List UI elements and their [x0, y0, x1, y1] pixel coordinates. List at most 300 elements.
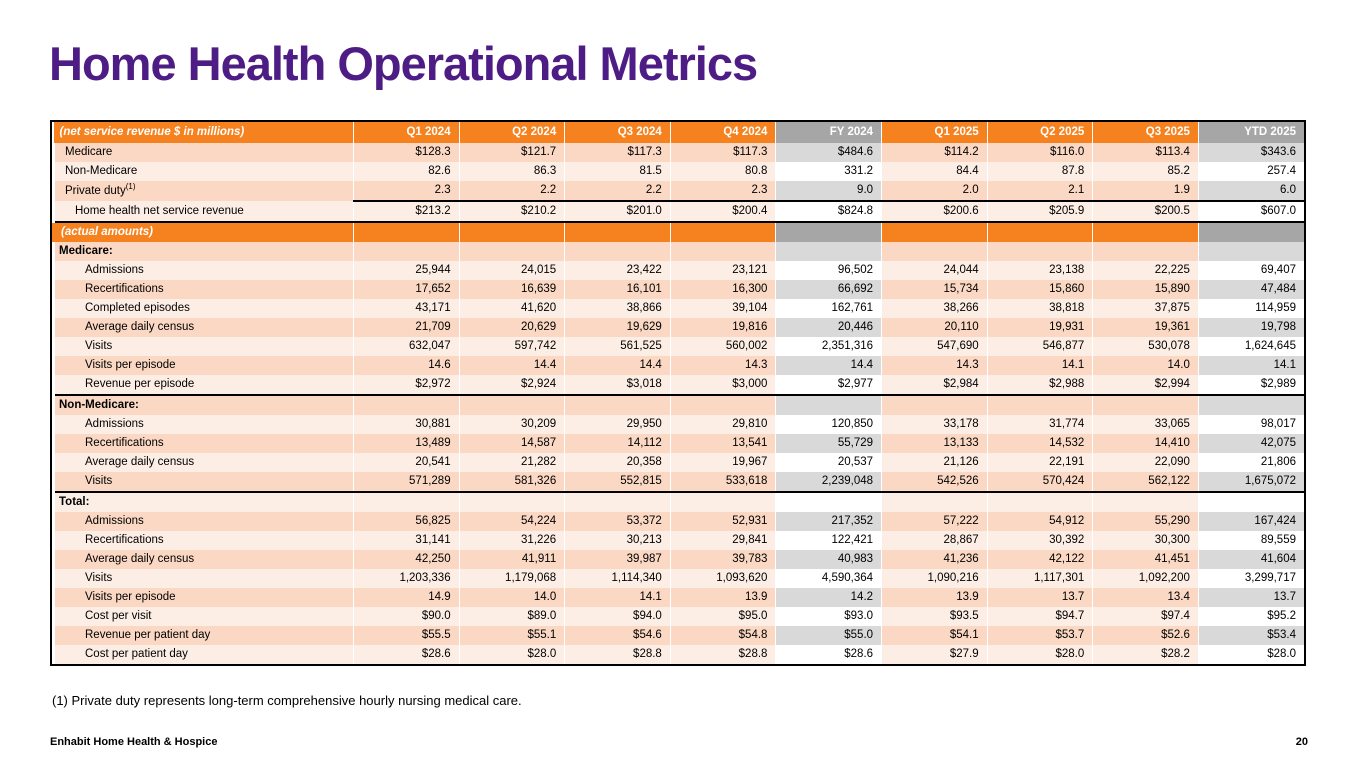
metric-value-cell: 13.7: [987, 588, 1093, 607]
metric-value-cell: $128.3: [354, 143, 460, 162]
row-label-text: Visits per episode: [85, 591, 176, 604]
metric-value-cell: 41,911: [459, 550, 565, 569]
metric-value-cell: 581,326: [459, 472, 565, 492]
table-row: [54, 569, 1305, 588]
metric-value-cell: 331.2: [776, 162, 882, 181]
metric-value-cell: 38,866: [565, 299, 671, 318]
row-label: [54, 162, 354, 181]
metric-value-cell: 25,944: [354, 261, 460, 280]
column-header: FY 2024: [776, 122, 882, 143]
metric-value-cell: 38,266: [882, 299, 988, 318]
row-label-text: Cost per visit: [85, 610, 152, 623]
metric-value-cell: 54,224: [459, 512, 565, 531]
table-row: [54, 375, 1305, 395]
metric-value-cell: 217,352: [776, 512, 882, 531]
metric-value-cell: 2.3: [670, 181, 776, 201]
metric-value-cell: 546,877: [987, 337, 1093, 356]
metric-value-cell: 33,178: [882, 415, 988, 434]
metric-value-cell: $54.6: [565, 626, 671, 645]
row-label: [54, 512, 354, 531]
metric-value-cell: [459, 222, 565, 242]
metric-value-cell: 41,604: [1198, 550, 1304, 569]
metric-value-cell: 562,122: [1093, 472, 1199, 492]
metric-value-cell: $28.0: [459, 645, 565, 664]
metric-value-cell: 22,225: [1093, 261, 1199, 280]
metric-value-cell: [354, 242, 460, 261]
row-label-text: Revenue per episode: [85, 378, 195, 391]
metric-value-cell: 19,361: [1093, 318, 1199, 337]
table-row: [54, 356, 1305, 375]
metric-value-cell: 1,114,340: [565, 569, 671, 588]
metric-value-cell: 24,015: [459, 261, 565, 280]
metric-value-cell: $2,994: [1093, 375, 1199, 395]
metric-value-cell: 19,629: [565, 318, 671, 337]
metric-value-cell: 533,618: [670, 472, 776, 492]
metric-value-cell: [565, 395, 671, 415]
metric-value-cell: $607.0: [1198, 201, 1304, 222]
column-header: Q3 2024: [565, 122, 671, 143]
footnote: (1) Private duty represents long-term comprehensive hourly nursing medical care.: [52, 693, 522, 708]
metric-value-cell: $89.0: [459, 607, 565, 626]
table-row: [54, 280, 1305, 299]
metric-value-cell: 17,652: [354, 280, 460, 299]
table-row: [54, 201, 1305, 222]
metric-value-cell: 86.3: [459, 162, 565, 181]
metric-value-cell: 31,774: [987, 415, 1093, 434]
metric-value-cell: 14.2: [776, 588, 882, 607]
table-header-label: (net service revenue $ in millions): [54, 122, 354, 143]
metric-value-cell: 257.4: [1198, 162, 1304, 181]
metric-value-cell: 2.3: [354, 181, 460, 201]
metric-value-cell: 530,078: [1093, 337, 1199, 356]
metric-value-cell: 66,692: [776, 280, 882, 299]
metric-value-cell: 43,171: [354, 299, 460, 318]
metric-value-cell: 39,104: [670, 299, 776, 318]
row-label-text: Non-Medicare: [65, 165, 138, 178]
page-number: 20: [1295, 736, 1308, 748]
metric-value-cell: 14.9: [354, 588, 460, 607]
metric-value-cell: $52.6: [1093, 626, 1199, 645]
metric-value-cell: 40,983: [776, 550, 882, 569]
metric-value-cell: 28,867: [882, 531, 988, 550]
metric-value-cell: 632,047: [354, 337, 460, 356]
metric-value-cell: $93.0: [776, 607, 882, 626]
metric-value-cell: 1,117,301: [987, 569, 1093, 588]
metric-value-cell: 14,532: [987, 434, 1093, 453]
table-row: [54, 434, 1305, 453]
metric-value-cell: 20,537: [776, 453, 882, 472]
metric-value-cell: 29,950: [565, 415, 671, 434]
metric-value-cell: 42,075: [1198, 434, 1304, 453]
metric-value-cell: [565, 222, 671, 242]
metric-value-cell: 87.8: [987, 162, 1093, 181]
metric-value-cell: 89,559: [1198, 531, 1304, 550]
metric-value-cell: [776, 242, 882, 261]
metric-value-cell: [1198, 222, 1304, 242]
metric-value-cell: 1,203,336: [354, 569, 460, 588]
table-row: [54, 395, 1305, 415]
metric-value-cell: [882, 395, 988, 415]
metric-value-cell: 571,289: [354, 472, 460, 492]
metric-value-cell: 14.1: [565, 588, 671, 607]
table-row: [54, 261, 1305, 280]
metric-value-cell: $343.6: [1198, 143, 1304, 162]
table-row: [54, 162, 1305, 181]
metric-value-cell: 22,090: [1093, 453, 1199, 472]
metric-value-cell: 15,890: [1093, 280, 1199, 299]
metric-value-cell: $114.2: [882, 143, 988, 162]
metric-value-cell: $28.8: [565, 645, 671, 664]
metric-value-cell: 23,422: [565, 261, 671, 280]
metric-value-cell: $94.7: [987, 607, 1093, 626]
metric-value-cell: 13.7: [1198, 588, 1304, 607]
metric-value-cell: [776, 492, 882, 512]
metric-value-cell: 42,122: [987, 550, 1093, 569]
metric-value-cell: 1,090,216: [882, 569, 988, 588]
metric-value-cell: 597,742: [459, 337, 565, 356]
table-row: [54, 531, 1305, 550]
metric-value-cell: 14,410: [1093, 434, 1199, 453]
row-label-text: Visits: [85, 475, 113, 488]
metric-value-cell: 55,290: [1093, 512, 1199, 531]
row-label-text: Admissions: [85, 264, 144, 277]
metric-value-cell: 13,133: [882, 434, 988, 453]
metric-value-cell: 15,860: [987, 280, 1093, 299]
row-label: [54, 318, 354, 337]
metric-value-cell: $28.0: [1198, 645, 1304, 664]
metric-value-cell: 2.0: [882, 181, 988, 201]
metric-value-cell: 570,424: [987, 472, 1093, 492]
metric-value-cell: 22,191: [987, 453, 1093, 472]
table-row: [54, 318, 1305, 337]
row-label: [54, 356, 354, 375]
metric-value-cell: [776, 395, 882, 415]
metric-value-cell: [987, 492, 1093, 512]
metric-value-cell: $54.1: [882, 626, 988, 645]
metric-value-cell: [670, 492, 776, 512]
row-label-text: Revenue per patient day: [85, 629, 211, 642]
metric-value-cell: 14.3: [882, 356, 988, 375]
metric-value-cell: 1,179,068: [459, 569, 565, 588]
metric-value-cell: 162,761: [776, 299, 882, 318]
metric-value-cell: $55.1: [459, 626, 565, 645]
metric-value-cell: 16,101: [565, 280, 671, 299]
row-label-text: Average daily census: [85, 321, 195, 334]
metric-value-cell: $93.5: [882, 607, 988, 626]
row-label-text: Private duty: [65, 184, 126, 197]
metric-value-cell: 30,300: [1093, 531, 1199, 550]
metric-value-cell: 84.4: [882, 162, 988, 181]
page-title: Home Health Operational Metrics: [49, 37, 758, 90]
metric-value-cell: $201.0: [565, 201, 671, 222]
column-header: Q3 2025: [1093, 122, 1199, 143]
metric-value-cell: 2.2: [565, 181, 671, 201]
metric-value-cell: $54.8: [670, 626, 776, 645]
metric-value-cell: 14.0: [1093, 356, 1199, 375]
metric-value-cell: 2.2: [459, 181, 565, 201]
footer-brand: Enhabit Home Health & Hospice: [50, 736, 218, 748]
row-label-text: (actual amounts): [61, 226, 154, 239]
metric-value-cell: 16,300: [670, 280, 776, 299]
metric-value-cell: $2,977: [776, 375, 882, 395]
metric-value-cell: $2,989: [1198, 375, 1304, 395]
metric-value-cell: 21,709: [354, 318, 460, 337]
metric-value-cell: 69,407: [1198, 261, 1304, 280]
metric-value-cell: 14,112: [565, 434, 671, 453]
footnote-ref: (1): [125, 181, 136, 191]
metric-value-cell: [1093, 242, 1199, 261]
metric-value-cell: 542,526: [882, 472, 988, 492]
row-label: [54, 607, 354, 626]
metric-value-cell: 41,236: [882, 550, 988, 569]
metric-value-cell: $2,984: [882, 375, 988, 395]
metric-value-cell: $95.0: [670, 607, 776, 626]
metric-value-cell: $484.6: [776, 143, 882, 162]
column-header: Q2 2025: [987, 122, 1093, 143]
metric-value-cell: 85.2: [1093, 162, 1199, 181]
row-label: [54, 569, 354, 588]
metric-value-cell: 13.9: [882, 588, 988, 607]
table-header-row: [54, 122, 1305, 143]
column-header: Q1 2025: [882, 122, 988, 143]
metric-value-cell: [987, 395, 1093, 415]
row-label: [54, 453, 354, 472]
metrics-table: [52, 122, 1304, 664]
metric-value-cell: $117.3: [565, 143, 671, 162]
metric-value-cell: 23,138: [987, 261, 1093, 280]
metric-value-cell: 3,299,717: [1198, 569, 1304, 588]
metric-value-cell: $94.0: [565, 607, 671, 626]
metric-value-cell: 14.1: [1198, 356, 1304, 375]
row-label: [54, 242, 354, 261]
metric-value-cell: 55,729: [776, 434, 882, 453]
column-header: YTD 2025: [1198, 122, 1304, 143]
row-label-text: Recertifications: [85, 534, 164, 547]
table-row: [54, 143, 1305, 162]
row-label-text: Recertifications: [85, 437, 164, 450]
metric-value-cell: $200.6: [882, 201, 988, 222]
metric-value-cell: 20,110: [882, 318, 988, 337]
row-label-text: Home health net service revenue: [75, 204, 244, 217]
metric-value-cell: 1.9: [1093, 181, 1199, 201]
metric-value-cell: 57,222: [882, 512, 988, 531]
row-label-text: Average daily census: [85, 553, 195, 566]
metric-value-cell: 19,931: [987, 318, 1093, 337]
metric-value-cell: 14.4: [459, 356, 565, 375]
metric-value-cell: 14.0: [459, 588, 565, 607]
metric-value-cell: $200.4: [670, 201, 776, 222]
metric-value-cell: 30,209: [459, 415, 565, 434]
metric-value-cell: 52,931: [670, 512, 776, 531]
table-row: [54, 181, 1305, 201]
metric-value-cell: [1093, 222, 1199, 242]
metric-value-cell: $2,924: [459, 375, 565, 395]
metric-value-cell: 38,818: [987, 299, 1093, 318]
metric-value-cell: 42,250: [354, 550, 460, 569]
metric-value-cell: [1093, 492, 1199, 512]
metric-value-cell: 82.6: [354, 162, 460, 181]
metric-value-cell: $2,988: [987, 375, 1093, 395]
row-label: [54, 280, 354, 299]
row-label-text: Admissions: [85, 418, 144, 431]
metric-value-cell: $210.2: [459, 201, 565, 222]
row-label: [54, 645, 354, 664]
metric-value-cell: [882, 492, 988, 512]
metrics-table-container: [50, 120, 1306, 666]
metric-value-cell: 14,587: [459, 434, 565, 453]
row-label-text: Cost per patient day: [85, 648, 188, 661]
metric-value-cell: 31,141: [354, 531, 460, 550]
row-label: [54, 472, 354, 492]
row-label: [54, 222, 354, 242]
metric-value-cell: [882, 222, 988, 242]
metric-value-cell: $3,018: [565, 375, 671, 395]
metric-value-cell: 13,541: [670, 434, 776, 453]
metric-value-cell: 39,987: [565, 550, 671, 569]
metric-value-cell: 14.1: [987, 356, 1093, 375]
column-header: Q1 2024: [354, 122, 460, 143]
metric-value-cell: [459, 242, 565, 261]
metric-value-cell: 96,502: [776, 261, 882, 280]
table-row: [54, 645, 1305, 664]
metric-value-cell: 98,017: [1198, 415, 1304, 434]
metric-value-cell: 29,810: [670, 415, 776, 434]
metric-value-cell: 20,358: [565, 453, 671, 472]
metric-value-cell: 41,620: [459, 299, 565, 318]
metric-value-cell: 14.6: [354, 356, 460, 375]
metric-value-cell: 1,093,620: [670, 569, 776, 588]
metric-value-cell: 13.9: [670, 588, 776, 607]
metric-value-cell: 167,424: [1198, 512, 1304, 531]
row-label-text: Recertifications: [85, 283, 164, 296]
table-row: [54, 222, 1305, 242]
metric-value-cell: 31,226: [459, 531, 565, 550]
metric-value-cell: 13.4: [1093, 588, 1199, 607]
metric-value-cell: 1,624,645: [1198, 337, 1304, 356]
metric-value-cell: 20,446: [776, 318, 882, 337]
metric-value-cell: 29,841: [670, 531, 776, 550]
metric-value-cell: [882, 242, 988, 261]
metric-value-cell: $213.2: [354, 201, 460, 222]
metric-value-cell: 54,912: [987, 512, 1093, 531]
table-row: [54, 472, 1305, 492]
metric-value-cell: [670, 222, 776, 242]
metric-value-cell: 120,850: [776, 415, 882, 434]
metric-value-cell: [565, 242, 671, 261]
row-label: [54, 261, 354, 280]
metric-value-cell: [1093, 395, 1199, 415]
metric-value-cell: [354, 222, 460, 242]
metric-value-cell: $27.9: [882, 645, 988, 664]
metric-value-cell: 14.3: [670, 356, 776, 375]
metric-value-cell: $53.4: [1198, 626, 1304, 645]
metric-value-cell: $97.4: [1093, 607, 1199, 626]
metric-value-cell: [354, 395, 460, 415]
metric-value-cell: $55.5: [354, 626, 460, 645]
row-label: [54, 531, 354, 550]
metric-value-cell: [1198, 492, 1304, 512]
metric-value-cell: $200.5: [1093, 201, 1199, 222]
metric-value-cell: 560,002: [670, 337, 776, 356]
metric-value-cell: 30,213: [565, 531, 671, 550]
metric-value-cell: $28.0: [987, 645, 1093, 664]
table-row: [54, 607, 1305, 626]
column-header: Q4 2024: [670, 122, 776, 143]
metric-value-cell: 6.0: [1198, 181, 1304, 201]
table-row: [54, 626, 1305, 645]
metric-value-cell: 1,675,072: [1198, 472, 1304, 492]
metric-value-cell: [776, 222, 882, 242]
metric-value-cell: 30,881: [354, 415, 460, 434]
column-header: Q2 2024: [459, 122, 565, 143]
row-label: [54, 434, 354, 453]
row-label: [54, 492, 354, 512]
metric-value-cell: 19,798: [1198, 318, 1304, 337]
metric-value-cell: $28.6: [776, 645, 882, 664]
metric-value-cell: 547,690: [882, 337, 988, 356]
metric-value-cell: [670, 395, 776, 415]
metric-value-cell: 14.4: [776, 356, 882, 375]
metric-value-cell: [987, 242, 1093, 261]
metric-value-cell: [459, 492, 565, 512]
table-row: [54, 492, 1305, 512]
metric-value-cell: [987, 222, 1093, 242]
row-label-text: Medicare:: [59, 245, 113, 258]
metric-value-cell: 1,092,200: [1093, 569, 1199, 588]
row-label: [54, 201, 354, 222]
metric-value-cell: $28.2: [1093, 645, 1199, 664]
row-label: [54, 415, 354, 434]
row-label-text: Non-Medicare:: [59, 399, 139, 412]
table-row: [54, 550, 1305, 569]
metric-value-cell: 16,639: [459, 280, 565, 299]
table-row: [54, 588, 1305, 607]
metric-value-cell: 80.8: [670, 162, 776, 181]
metric-value-cell: 9.0: [776, 181, 882, 201]
metric-value-cell: 24,044: [882, 261, 988, 280]
metric-value-cell: [670, 242, 776, 261]
metric-value-cell: 19,967: [670, 453, 776, 472]
metric-value-cell: 2,239,048: [776, 472, 882, 492]
row-label-text: Total:: [59, 496, 90, 509]
row-label-text: Average daily census: [85, 456, 195, 469]
metric-value-cell: 2.1: [987, 181, 1093, 201]
metric-value-cell: 81.5: [565, 162, 671, 181]
metric-value-cell: [1198, 242, 1304, 261]
metric-value-cell: $90.0: [354, 607, 460, 626]
row-label-text: Admissions: [85, 515, 144, 528]
metric-value-cell: 21,282: [459, 453, 565, 472]
metric-value-cell: 20,541: [354, 453, 460, 472]
metric-value-cell: 21,806: [1198, 453, 1304, 472]
metric-value-cell: 33,065: [1093, 415, 1199, 434]
table-row: [54, 299, 1305, 318]
metric-value-cell: [565, 492, 671, 512]
row-label-text: Visits: [85, 340, 113, 353]
table-row: [54, 337, 1305, 356]
row-label: [54, 143, 354, 162]
row-label: [54, 299, 354, 318]
row-label: [54, 550, 354, 569]
metric-value-cell: $117.3: [670, 143, 776, 162]
table-body: [54, 143, 1305, 664]
metric-value-cell: 19,816: [670, 318, 776, 337]
metric-value-cell: 56,825: [354, 512, 460, 531]
row-label: [54, 337, 354, 356]
metric-value-cell: $113.4: [1093, 143, 1199, 162]
table-row: [54, 512, 1305, 531]
row-label: [54, 588, 354, 607]
